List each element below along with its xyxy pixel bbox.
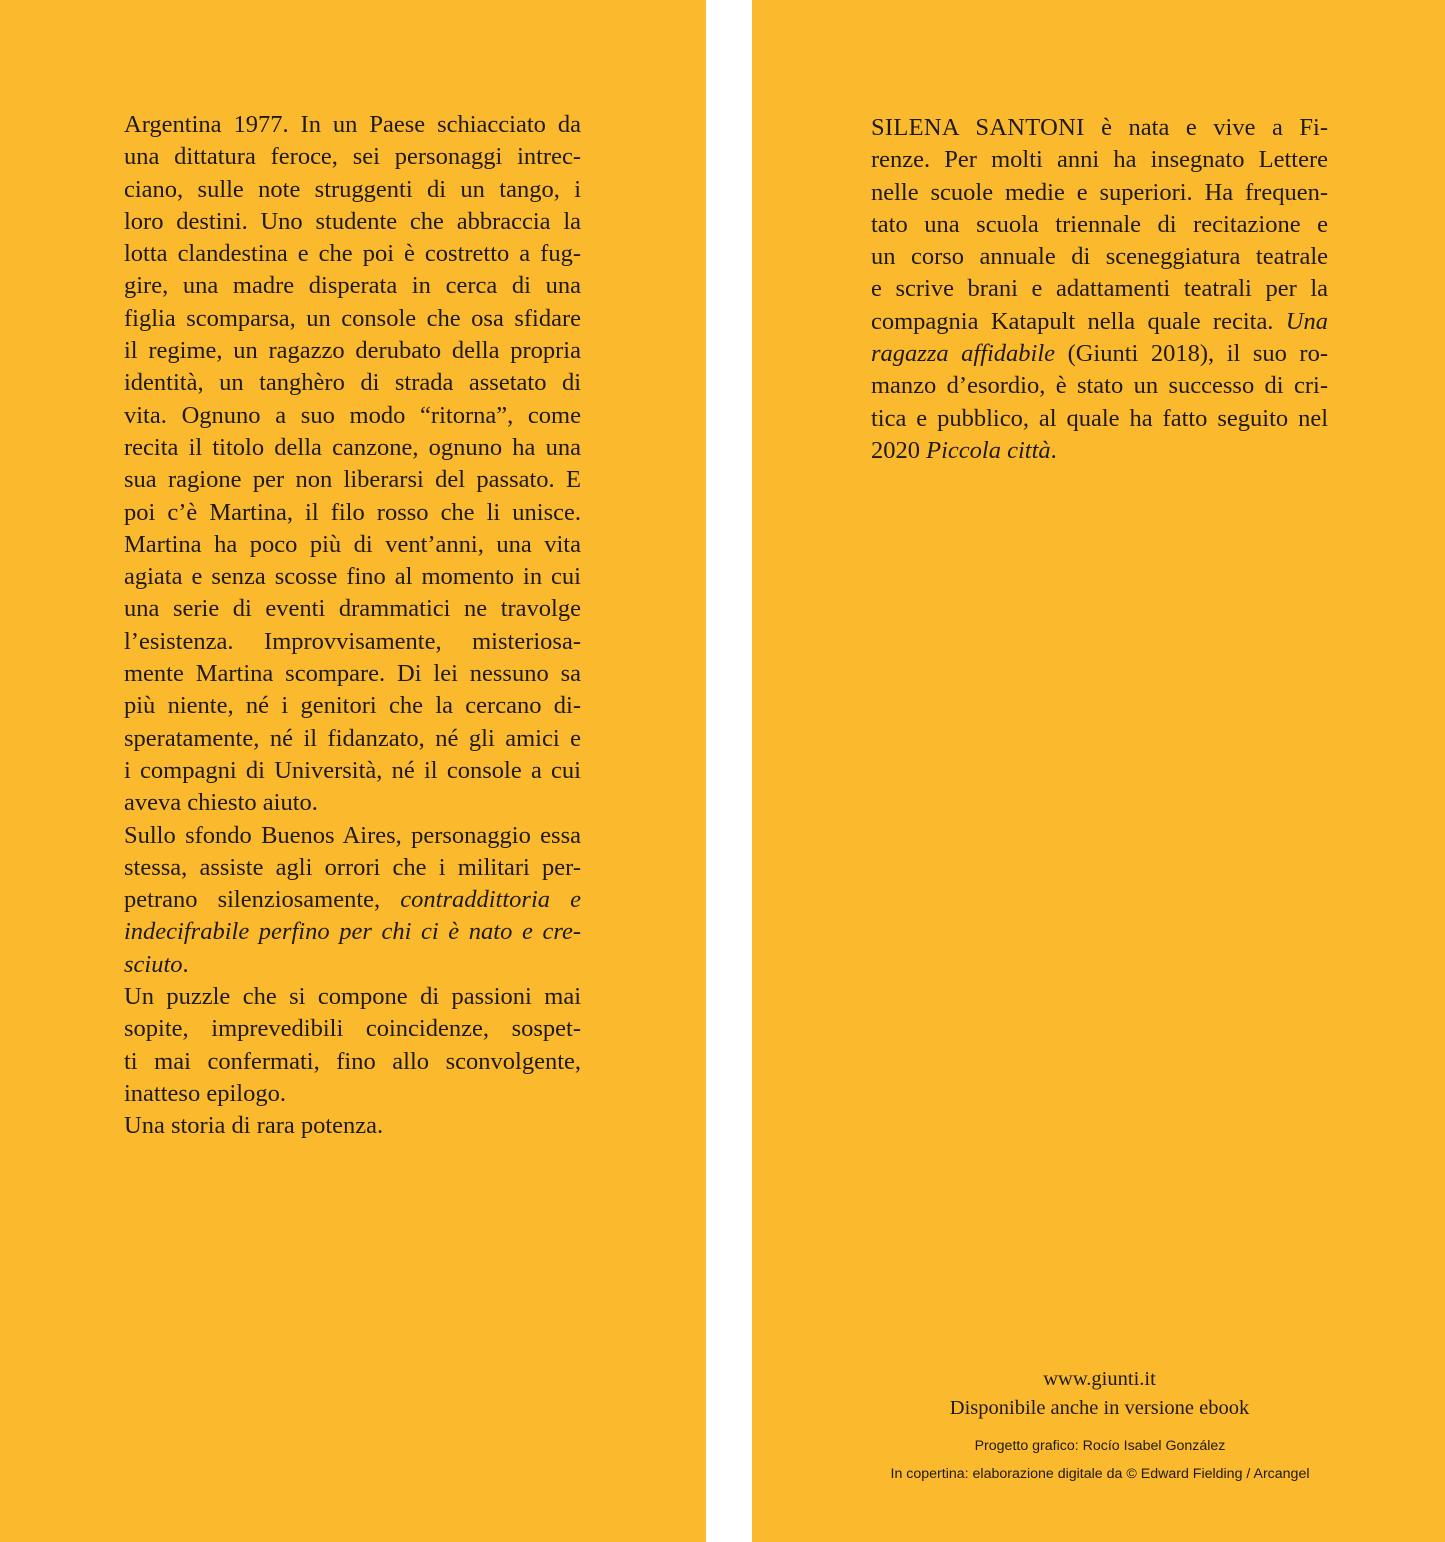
text-segment: lotta clandestina e che poi è costretto a fug-: [124, 240, 581, 268]
credits: [860, 1432, 1340, 1488]
text-segment: i compagni di Università, né il console a cui: [124, 756, 581, 784]
author-bio-text: [871, 112, 1328, 467]
bio-line: [871, 273, 1328, 305]
text-segment: petrano silenziosamente,: [124, 886, 401, 914]
italic-text: Piccola città: [926, 436, 1051, 464]
italic-text: contraddittoria e: [400, 886, 581, 914]
text-segment: un corso annuale di sceneggiatura teatrale: [871, 243, 1328, 271]
text-segment: poi c’è Martina, il filo rosso che li unisce.: [124, 498, 581, 526]
synopsis-text: [124, 109, 581, 1143]
text-segment: è nata e vive a Fi-: [1084, 114, 1329, 141]
synopsis-line: [124, 303, 581, 335]
ebook-note: Disponibile anche in versione ebook: [949, 1396, 1250, 1419]
synopsis-line: [124, 270, 581, 302]
synopsis-line: [124, 1046, 581, 1078]
text-segment: ciano, sulle note struggenti di un tango, i: [124, 175, 581, 203]
text-segment: mente Martina scompare. Di lei nessuno sa: [124, 660, 581, 688]
synopsis-line: [124, 852, 581, 884]
synopsis-line: [124, 884, 581, 916]
bio-line: [871, 112, 1328, 144]
text-segment: Argentina 1977. In un Paese schiacciato da: [124, 111, 581, 138]
text-segment: recita il titolo della canzone, ognuno ha una: [124, 433, 581, 461]
publisher-footer: [871, 1365, 1328, 1422]
text-segment: nelle scuole medie e superiori. Ha frequen-: [871, 178, 1328, 206]
synopsis-line: [124, 981, 581, 1013]
synopsis-line: [124, 1078, 581, 1110]
cover-credit: In copertina: elaborazione digitale da © Edward Fielding / Arcangel: [890, 1466, 1310, 1482]
synopsis-line: [124, 658, 581, 690]
text-segment: ti mai confermati, fino allo sconvolgente,: [124, 1047, 581, 1075]
synopsis-line: [124, 432, 581, 464]
text-segment: Una storia di rara potenza.: [124, 1112, 384, 1140]
text-segment: tato una scuola triennale di recitazione e: [871, 210, 1328, 238]
text-segment: manzo d’esordio, è stato un successo di cri-: [871, 372, 1328, 400]
design-credit: Progetto grafico: Rocío Isabel González: [974, 1438, 1226, 1454]
text-segment: .: [182, 950, 189, 978]
synopsis-line: [124, 1110, 581, 1142]
synopsis-line: [124, 335, 581, 367]
text-segment: una serie di eventi drammatici ne travolge: [124, 595, 581, 623]
text-segment: agiata e senza scosse fino al momento in cui: [124, 563, 581, 591]
synopsis-line: [124, 529, 581, 561]
bio-line: [871, 338, 1328, 370]
bio-line: [871, 435, 1328, 467]
text-segment: loro destini. Uno studente che abbraccia la: [124, 207, 581, 235]
text-segment: inatteso epilogo.: [124, 1079, 286, 1107]
text-segment: gire, una madre disperata in cerca di una: [124, 272, 581, 300]
synopsis-line: [124, 1013, 581, 1045]
synopsis-line: [124, 400, 581, 432]
text-segment: 2020: [871, 436, 927, 464]
text-segment: figlia scomparsa, un console che osa sfidare: [124, 304, 581, 332]
synopsis-line: [124, 820, 581, 852]
text-segment: aveva chiesto aiuto.: [124, 789, 318, 817]
bio-line: [871, 370, 1328, 402]
text-segment: sopite, imprevedibili coincidenze, sospet-: [124, 1015, 581, 1043]
text-segment: sua ragione per non liberarsi del passato. E: [124, 466, 581, 494]
synopsis-line: [124, 109, 581, 141]
text-segment: più niente, né i genitori che la cercano di-: [124, 692, 581, 720]
text-segment: .: [1050, 436, 1057, 464]
synopsis-line: [124, 916, 581, 948]
synopsis-line: [124, 561, 581, 593]
back-flap: [0, 0, 706, 1542]
text-segment: una dittatura feroce, sei personaggi intrec-: [124, 143, 581, 171]
italic-text: sciuto: [124, 950, 183, 978]
website-link[interactable]: www.giunti.it: [1043, 1368, 1156, 1390]
text-segment: tica e pubblico, al quale ha fatto seguito nel: [871, 404, 1328, 432]
text-segment: vita. Ognuno a suo modo “ritorna”, come: [124, 401, 581, 429]
italic-text: indecifrabile perfino per chi ci è nato e cre-: [124, 918, 581, 946]
bio-line: [871, 144, 1328, 176]
text-segment: speratamente, né il fidanzato, né gli amici e: [124, 724, 581, 752]
text-segment: Sullo sfondo Buenos Aires, personaggio essa: [124, 821, 581, 849]
text-segment: renze. Per molti anni ha insegnato Lettere: [871, 146, 1328, 174]
text-segment: Un puzzle che si compone di passioni mai: [124, 983, 581, 1011]
synopsis-line: [124, 755, 581, 787]
bio-line: [871, 306, 1328, 338]
text-segment: Martina ha poco più di vent’anni, una vita: [124, 530, 581, 558]
italic-text: ragazza affidabile: [871, 340, 1056, 368]
bio-line: [871, 209, 1328, 241]
synopsis-line: [124, 464, 581, 496]
bio-line: [871, 177, 1328, 209]
text-segment: compagnia Katapult nella quale recita.: [871, 307, 1286, 335]
synopsis-line: [124, 949, 581, 981]
bio-line: [871, 241, 1328, 273]
text-segment: (Giunti 2018), il suo ro-: [1055, 340, 1328, 368]
synopsis-line: [124, 238, 581, 270]
text-segment: il regime, un ragazzo derubato della propria: [124, 337, 581, 365]
synopsis-line: [124, 497, 581, 529]
synopsis-line: [124, 367, 581, 399]
bio-line: [871, 403, 1328, 435]
text-segment: l’esistenza. Improvvisamente, misteriosa-: [124, 627, 581, 655]
italic-text: Una: [1285, 307, 1328, 335]
author-name: SILENA SANTONI: [871, 114, 1085, 141]
synopsis-line: [124, 593, 581, 625]
synopsis-line: [124, 723, 581, 755]
text-segment: stessa, assiste agli orrori che i militari per-: [124, 853, 581, 881]
synopsis-line: [124, 690, 581, 722]
synopsis-line: [124, 626, 581, 658]
synopsis-line: [124, 206, 581, 238]
synopsis-line: [124, 141, 581, 173]
synopsis-line: [124, 787, 581, 819]
text-segment: identità, un tanghèro di strada assetato di: [124, 369, 581, 397]
synopsis-line: [124, 174, 581, 206]
text-segment: e scrive brani e adattamenti teatrali per la: [871, 275, 1328, 303]
